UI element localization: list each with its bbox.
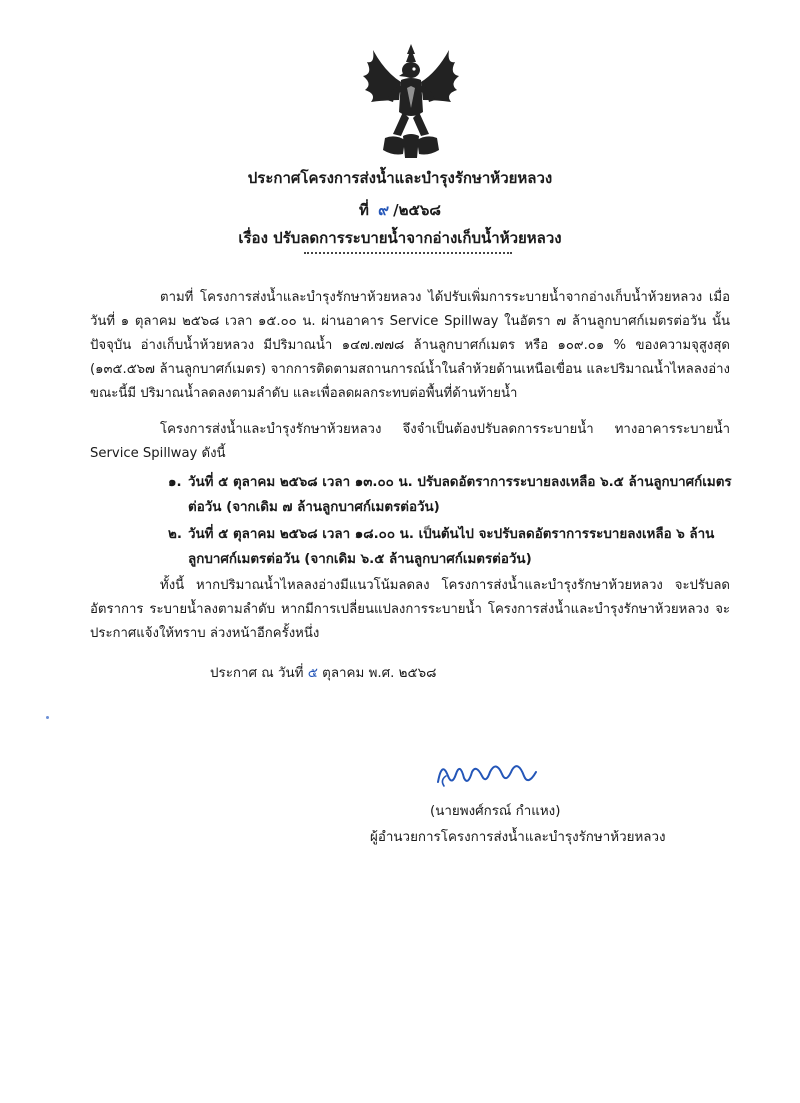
announce-day: ๕ (307, 666, 318, 681)
signer-name: (นายพงศ์กรณ์ กำแหง) (430, 804, 561, 819)
document-title: ประกาศโครงการส่งน้ำและบำรุงรักษาห้วยหลวง (247, 169, 553, 187)
signature-icon (432, 752, 552, 794)
number-prefix: ที่ (359, 201, 369, 219)
list-item-number: ๑. (168, 475, 182, 490)
body-paragraph-3: ทั้งนี้ หากปริมาณน้ำไหลลงอ่างมีแนวโน้มลดลง โครงการส่งน้ำและบำรุงรักษาห้วยหลวง จะปรับลดอัตราการ ระบายน้ำลงตามลำดับ หากมีการเปลี่ยนแปลงการระบายน้ำ โครงการส่งน้ำและบำรุงรักษาห้วยหลวง จะประกาศแจ้งให้ทราบ ล่วงหน้าอีกครั้งหนึ่ง (90, 578, 730, 641)
list-item (168, 522, 738, 572)
garuda-emblem-icon (355, 42, 467, 160)
list-item-text: วันที่ ๕ ตุลาคม ๒๕๖๘ เวลา ๑๘.๐๐ น. เป็นต้นไป จะปรับลดอัตราการระบายลงเหลือ ๖ ล้านลูกบาศก์เมตรต่อวัน (จากเดิม ๖.๕ ล้านลูกบาศก์เมตรต่อวัน) (188, 527, 715, 567)
document-number (0, 198, 800, 222)
list-item (168, 470, 738, 520)
body-paragraph-2: โครงการส่งน้ำและบำรุงรักษาห้วยหลวง จึงจำเป็นต้องปรับลดการระบายน้ำ ทางอาคารระบายน้ำ Service Spillway ดังนี้ (90, 422, 730, 461)
announce-suffix: ตุลาคม พ.ศ. ๒๕๖๘ (322, 666, 437, 681)
signer-position: ผู้อำนวยการโครงการส่งน้ำและบำรุงรักษาห้วยหลวง (370, 830, 666, 845)
number-suffix: /๒๕๖๘ (393, 201, 441, 219)
body-paragraph-1: ตามที่ โครงการส่งน้ำและบำรุงรักษาห้วยหลวง ได้ปรับเพิ่มการระบายน้ำจากอ่างเก็บน้ำห้วยหลวง เมื่อวันที่ ๑ ตุลาคม ๒๕๖๘ เวลา ๑๕.๐๐ น. ผ่านอาคาร Service Spillway ในอัตรา ๗ ล้านลูกบาศก์เมตรต่อวัน นั้น ปัจจุบัน อ่างเก็บน้ำห้วยหลวง มีปริมาณน้ำ ๑๔๗.๗๗๘ ล้านลูกบาศก์เมตร หรือ ๑๐๙.๐๑ % ของความจุสูงสุด (๑๓๕.๕๖๗ ล้านลูกบาศก์เมตร) จากการติดตามสถานการณ์น้ำในลำห้วยด้านเหนือเขื่อน และปริมาณน้ำไหลลงอ่างขณะนี้มี ปริมาณน้ำลดลงตามลำดับ และเพื่อลดผลกระทบต่อพื้นที่ด้านท้ายน้ำ (90, 290, 730, 401)
announce-prefix: ประกาศ ณ วันที่ (210, 666, 304, 681)
announcement-date (210, 662, 436, 683)
dotted-divider (304, 252, 512, 254)
list-item-text: วันที่ ๕ ตุลาคม ๒๕๖๘ เวลา ๑๓.๐๐ น. ปรับลดอัตราการระบายลงเหลือ ๖.๕ ล้านลูกบาศก์เมตรต่อวัน (จากเดิม ๗ ล้านลูกบาศก์เมตรต่อวัน) (188, 475, 732, 515)
document-subject: เรื่อง ปรับลดการระบายน้ำจากอ่างเก็บน้ำห้วยหลวง (238, 229, 562, 247)
list-item-number: ๒. (168, 527, 182, 542)
number-value: ๙ (378, 201, 390, 219)
ink-speck (46, 716, 49, 719)
